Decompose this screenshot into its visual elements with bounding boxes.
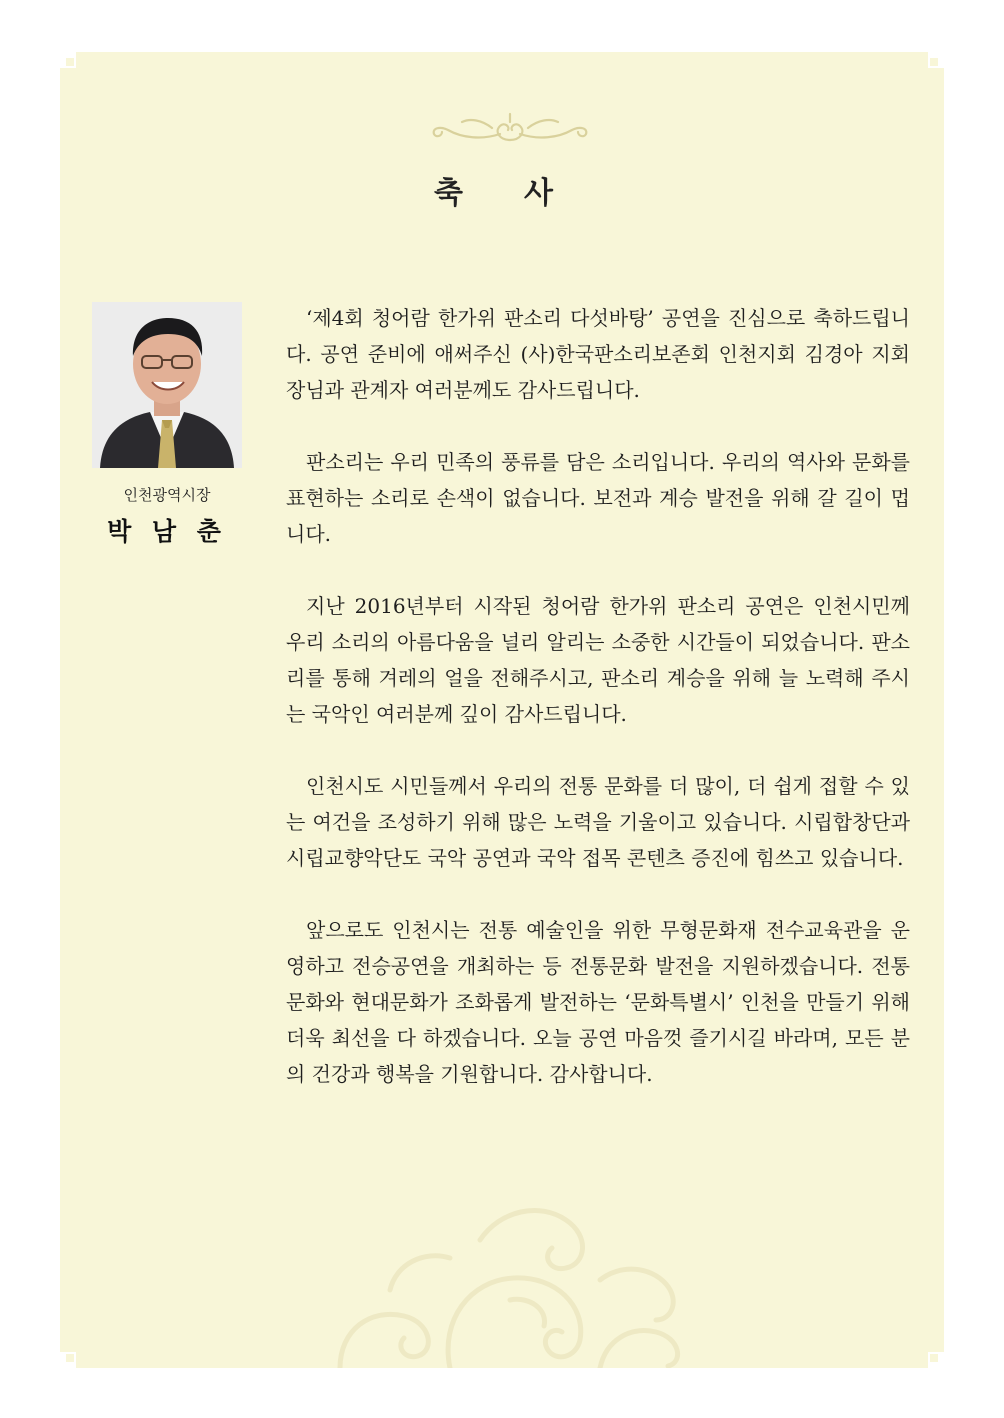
scroll-ornament-icon [412,110,608,150]
corner-dot [930,58,938,66]
title-char: 사 [524,176,553,211]
paragraph: 판소리는 우리 민족의 풍류를 담은 소리입니다. 우리의 역사와 문화를 표현하는 소리로 손색이 없습니다. 보전과 계승 발전을 위해 갈 길이 멉니다. [286,450,910,546]
corner-dot [66,58,74,66]
message-body [286,300,910,1128]
paragraph: 앞으로도 인천시는 전통 예술인을 위한 무형문화재 전수교육관을 운영하고 전승공연을 개최하는 등 전통문화 발전을 지원하겠습니다. 전통문화와 현대문화가 조화롭게 발전하는 ‘문화특별시’ 인천을 만들기 위해 더욱 최선을 다 하겠습니다. 오늘 공연 마음껏 즐기시길 바라며, 모든 분의 건강과 행복을 기원합니다. 감사합니다. [286,918,910,1086]
corner-dot [66,1354,74,1362]
page-title [400,168,600,224]
paragraph: 지난 2016년부터 시작된 청어람 한가위 판소리 공연은 인천시민께 우리 소리의 아름다움을 널리 알리는 소중한 시간들이 되었습니다. 판소리를 통해 겨레의 얼을 전해주시고, 판소리 계승을 위해 늘 노력해 주시는 국악인 여러분께 깊이 감사드립니다. [286,594,910,726]
paragraph: ‘제4회 청어람 한가위 판소리 다섯바탕’ 공연을 진심으로 축하드립니다. 공연 준비에 애써주신 (사)한국판소리보존회 인천지회 김경아 지회장님과 관계자 여러분께도 감사드립니다. [286,306,910,402]
corner-dot [930,1354,938,1362]
cloud-pattern-icon [300,1180,720,1368]
speaker-name: 박 남 춘 [107,517,227,546]
title-char: 축 [434,176,463,211]
portrait-photo [92,302,242,468]
speaker-position: 인천광역시장 [123,486,211,504]
paragraph: 인천시도 시민들께서 우리의 전통 문화를 더 많이, 더 쉽게 접할 수 있는 여건을 조성하기 위해 많은 노력을 기울이고 있습니다. 시립합창단과 시립교향악단도 국악 공연과 국악 접목 콘텐츠 증진에 힘쓰고 있습니다. [286,774,910,870]
